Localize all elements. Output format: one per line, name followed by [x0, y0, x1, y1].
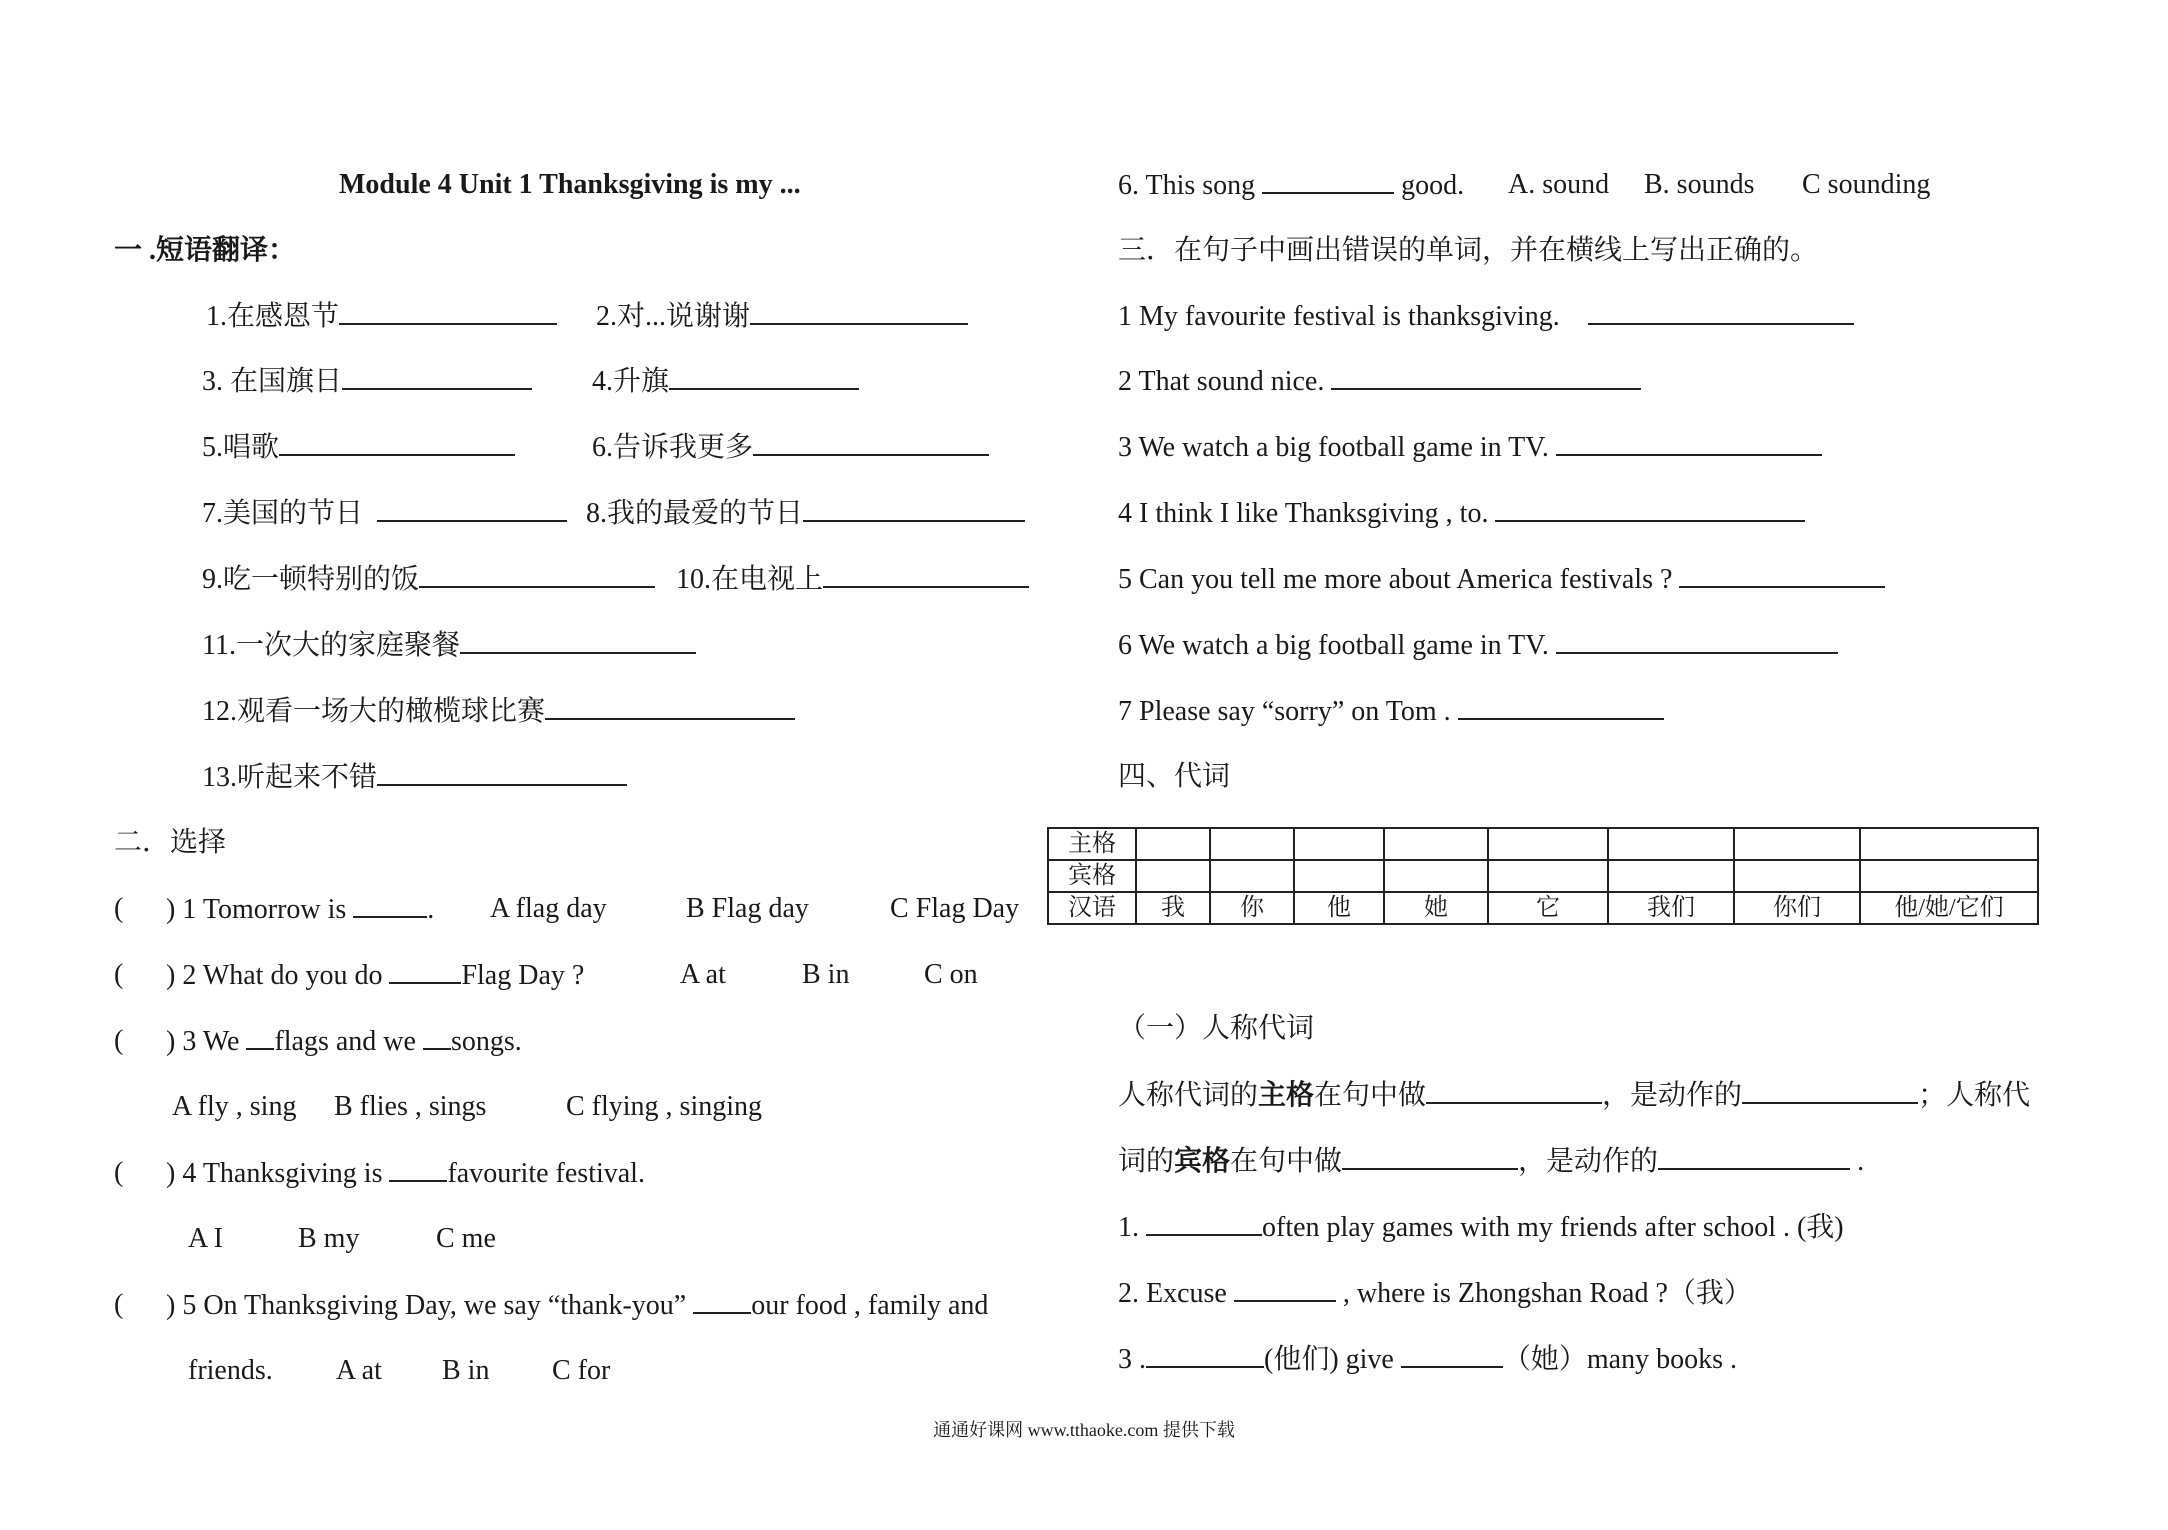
phrase-item — [586, 496, 1025, 531]
option-a[interactable]: A flag day — [490, 893, 607, 924]
table-row — [1048, 860, 2038, 892]
option-b[interactable]: B. sounds — [1644, 169, 1755, 200]
question-3 — [166, 1024, 522, 1059]
phrase-item — [202, 430, 515, 465]
option-b[interactable]: B flies , sings — [334, 1091, 487, 1122]
answer-blank[interactable] — [1262, 168, 1394, 194]
question-bracket: ( — [114, 893, 124, 924]
table-cell: 它 — [1488, 892, 1608, 924]
rule-text: 在句中做 — [1230, 1146, 1343, 1177]
answer-blank[interactable] — [753, 430, 989, 456]
answer-blank[interactable] — [1658, 1144, 1850, 1170]
option-a[interactable]: A. sound — [1508, 169, 1610, 200]
table-cell[interactable] — [1734, 828, 1860, 860]
answer-blank[interactable] — [1556, 628, 1838, 654]
phrase-text: 2.对...说谢谢 — [596, 301, 751, 332]
phrase-text: 11.一次大的家庭聚餐 — [202, 630, 460, 661]
question-5 — [166, 1288, 988, 1323]
option-b[interactable]: B my — [298, 1223, 360, 1254]
question-6 — [1118, 168, 1464, 203]
question-text: ) 2 What do you do — [166, 960, 383, 991]
correction-item — [1118, 299, 1854, 334]
exercise-text: , where is Zhongshan Road ?（我） — [1342, 1278, 1752, 1309]
exercise-2 — [1118, 1276, 1752, 1311]
sub-heading: （一）人称代词 — [1118, 1013, 1315, 1044]
exercise-text: 1. — [1118, 1212, 1139, 1243]
table-cell: 她 — [1384, 892, 1488, 924]
table-cell[interactable] — [1734, 860, 1860, 892]
phrase-text: 6.告诉我更多 — [592, 432, 754, 463]
question-text: 6. This song — [1118, 170, 1256, 201]
sentence-text: 3 We watch a big football game in TV. — [1118, 432, 1549, 463]
page-footer: 通通好课网 www.tthaoke.com 提供下载 — [933, 1420, 1235, 1440]
table-cell[interactable] — [1384, 828, 1488, 860]
answer-blank[interactable] — [1331, 364, 1641, 390]
option-c[interactable]: C Flag Day — [890, 893, 1020, 924]
answer-blank[interactable] — [1742, 1078, 1918, 1104]
option-b[interactable]: B Flag day — [686, 893, 809, 924]
table-cell[interactable] — [1860, 828, 2038, 860]
phrase-item — [676, 562, 1029, 597]
section-2-heading: 二．选择 — [114, 827, 227, 858]
phrase-item — [592, 430, 989, 465]
correction-item — [1118, 694, 1664, 729]
exercise-text: 2. Excuse — [1118, 1278, 1227, 1309]
row-label: 宾格 — [1048, 860, 1136, 892]
answer-blank[interactable] — [279, 430, 515, 456]
question-1 — [166, 892, 434, 927]
exercise-text: often play games with my friends after school . (我) — [1262, 1212, 1844, 1243]
phrase-text: 8.我的最爱的节日 — [586, 498, 804, 529]
table-row — [1048, 828, 2038, 860]
answer-blank[interactable] — [342, 364, 532, 390]
answer-blank[interactable] — [460, 628, 696, 654]
sentence-text: 7 Please say “sorry” on Tom . — [1118, 696, 1451, 727]
phrase-item — [202, 364, 532, 399]
answer-blank[interactable] — [1401, 1342, 1503, 1368]
table-cell[interactable] — [1608, 860, 1734, 892]
answer-blank[interactable] — [1588, 299, 1854, 325]
answer-blank[interactable] — [803, 496, 1025, 522]
option-a[interactable]: A at — [680, 959, 726, 990]
table-cell[interactable] — [1488, 860, 1608, 892]
phrase-text: 12.观看一场大的橄榄球比赛 — [202, 696, 546, 727]
table-cell: 他 — [1294, 892, 1384, 924]
answer-blank[interactable] — [423, 1024, 451, 1050]
section-1-heading: 一 .短语翻译： — [114, 235, 297, 266]
table-cell[interactable] — [1294, 828, 1384, 860]
table-cell[interactable] — [1608, 828, 1734, 860]
question-text: our food , family and — [751, 1290, 989, 1321]
phrase-item — [202, 694, 795, 729]
correction-item — [1118, 364, 1641, 399]
question-2 — [166, 958, 584, 993]
sentence-text: 6 We watch a big football game in TV. — [1118, 630, 1549, 661]
question-text: Flag Day ? — [461, 960, 585, 991]
rule-text: ，是动作的 — [1518, 1146, 1659, 1177]
phrase-text: 7.美国的节日 — [202, 498, 364, 529]
question-text: ) 5 On Thanksgiving Day, we say “thank-you” — [166, 1290, 687, 1321]
phrase-item — [202, 760, 627, 795]
question-text: . — [427, 894, 435, 925]
sentence-text: 5 Can you tell me more about America festivals ? — [1118, 564, 1673, 595]
answer-blank[interactable] — [693, 1288, 751, 1314]
answer-blank[interactable] — [1426, 1078, 1602, 1104]
option-a[interactable]: A I — [188, 1223, 223, 1254]
row-label: 汉语 — [1048, 892, 1136, 924]
answer-blank[interactable] — [353, 892, 427, 918]
phrase-item — [202, 562, 655, 597]
question-4 — [166, 1156, 645, 1191]
phrase-text: 4.升旗 — [592, 366, 670, 397]
answer-blank[interactable] — [823, 562, 1029, 588]
exercise-text: （她）many books . — [1502, 1344, 1737, 1375]
answer-blank[interactable] — [669, 364, 859, 390]
option-b[interactable]: B in — [442, 1355, 490, 1386]
answer-blank[interactable] — [246, 1024, 274, 1050]
phrase-item — [202, 628, 696, 663]
phrase-text: 9.吃一顿特别的饭 — [202, 564, 420, 595]
rule-line-2 — [1118, 1144, 1864, 1179]
section-3-heading: 三．在句子中画出错误的单词，并在横线上写出正确的。 — [1118, 235, 1819, 266]
option-b[interactable]: B in — [802, 959, 850, 990]
answer-blank[interactable] — [1458, 694, 1664, 720]
table-cell[interactable] — [1860, 860, 2038, 892]
phrase-text: 13.听起来不错 — [202, 762, 378, 793]
question-text: favourite festival. — [447, 1158, 645, 1189]
phrase-item — [596, 299, 968, 334]
table-cell: 我 — [1136, 892, 1210, 924]
table-cell: 他/她/它们 — [1860, 892, 2038, 924]
question-bracket: ( — [114, 959, 124, 990]
exercise-3 — [1118, 1342, 1737, 1377]
table-cell: 你 — [1210, 892, 1294, 924]
table-cell[interactable] — [1210, 828, 1294, 860]
table-cell[interactable] — [1210, 860, 1294, 892]
phrase-text: 5.唱歌 — [202, 432, 280, 463]
option-c[interactable]: C flying , singing — [566, 1091, 763, 1122]
correction-item — [1118, 430, 1822, 465]
phrase-text: 10.在电视上 — [676, 564, 824, 595]
option-c[interactable]: C for — [552, 1355, 611, 1386]
answer-blank[interactable] — [389, 958, 461, 984]
sentence-text: 4 I think I like Thanksgiving , to. — [1118, 498, 1489, 529]
answer-blank[interactable] — [1146, 1210, 1262, 1236]
question-text: flags and we — [274, 1026, 416, 1057]
phrase-text: 1.在感恩节 — [206, 301, 340, 332]
answer-blank[interactable] — [339, 299, 557, 325]
rule-keyword: 主格 — [1258, 1080, 1315, 1111]
table-cell: 我们 — [1608, 892, 1734, 924]
answer-blank[interactable] — [377, 760, 627, 786]
rule-keyword: 宾格 — [1174, 1146, 1231, 1177]
rule-text: ；人称代 — [1918, 1080, 2031, 1111]
question-bracket: ( — [114, 1025, 124, 1056]
option-a[interactable]: A at — [336, 1355, 382, 1386]
table-row — [1048, 892, 2038, 924]
phrase-item — [206, 299, 557, 334]
answer-blank[interactable] — [1234, 1276, 1336, 1302]
answer-blank[interactable] — [545, 694, 795, 720]
question-text: ) 3 We — [166, 1026, 240, 1057]
section-4-heading: 四、代词 — [1118, 761, 1231, 792]
question-text: friends. — [188, 1355, 273, 1386]
answer-blank[interactable] — [1342, 1144, 1518, 1170]
answer-blank[interactable] — [1146, 1342, 1264, 1368]
phrase-item — [202, 496, 567, 531]
phrase-item — [592, 364, 859, 399]
table-cell[interactable] — [1136, 828, 1210, 860]
answer-blank[interactable] — [419, 562, 655, 588]
correction-item — [1118, 496, 1805, 531]
rule-text: 词的 — [1118, 1146, 1175, 1177]
answer-blank[interactable] — [1556, 430, 1822, 456]
question-text: good. — [1401, 170, 1465, 201]
option-c[interactable]: C me — [436, 1223, 496, 1254]
question-bracket: ( — [114, 1289, 124, 1320]
exercise-1 — [1118, 1210, 1844, 1245]
option-c[interactable]: C sounding — [1802, 169, 1931, 200]
table-cell[interactable] — [1384, 860, 1488, 892]
rule-text: 在句中做 — [1314, 1080, 1427, 1111]
question-text: ) 1 Tomorrow is — [166, 894, 347, 925]
sentence-text: 2 That sound nice. — [1118, 366, 1325, 397]
correction-item — [1118, 562, 1885, 597]
table-cell: 你们 — [1734, 892, 1860, 924]
exercise-text: 3 . — [1118, 1344, 1146, 1375]
option-a[interactable]: A fly , sing — [172, 1091, 297, 1122]
correction-item — [1118, 628, 1838, 663]
phrase-text: 3. 在国旗日 — [202, 366, 343, 397]
option-c[interactable]: C on — [924, 959, 978, 990]
rule-text: 人称代词的 — [1118, 1080, 1259, 1111]
answer-blank[interactable] — [750, 299, 968, 325]
question-text: ) 4 Thanksgiving is — [166, 1158, 383, 1189]
answer-blank[interactable] — [377, 496, 567, 522]
rule-line-1 — [1118, 1078, 2030, 1113]
answer-blank[interactable] — [1495, 496, 1805, 522]
table-cell[interactable] — [1488, 828, 1608, 860]
answer-blank[interactable] — [389, 1156, 447, 1182]
exercise-text: (他们) give — [1264, 1344, 1394, 1375]
table-cell[interactable] — [1294, 860, 1384, 892]
question-text: songs. — [450, 1026, 522, 1057]
question-bracket: ( — [114, 1157, 124, 1188]
row-label: 主格 — [1048, 828, 1136, 860]
answer-blank[interactable] — [1679, 562, 1885, 588]
page-title: Module 4 Unit 1 Thanksgiving is my ... — [339, 169, 801, 200]
rule-text: . — [1857, 1146, 1865, 1177]
rule-text: ，是动作的 — [1602, 1080, 1743, 1111]
sentence-text: 1 My favourite festival is thanksgiving. — [1118, 301, 1560, 332]
table-cell[interactable] — [1136, 860, 1210, 892]
pronoun-table — [1047, 827, 2039, 925]
